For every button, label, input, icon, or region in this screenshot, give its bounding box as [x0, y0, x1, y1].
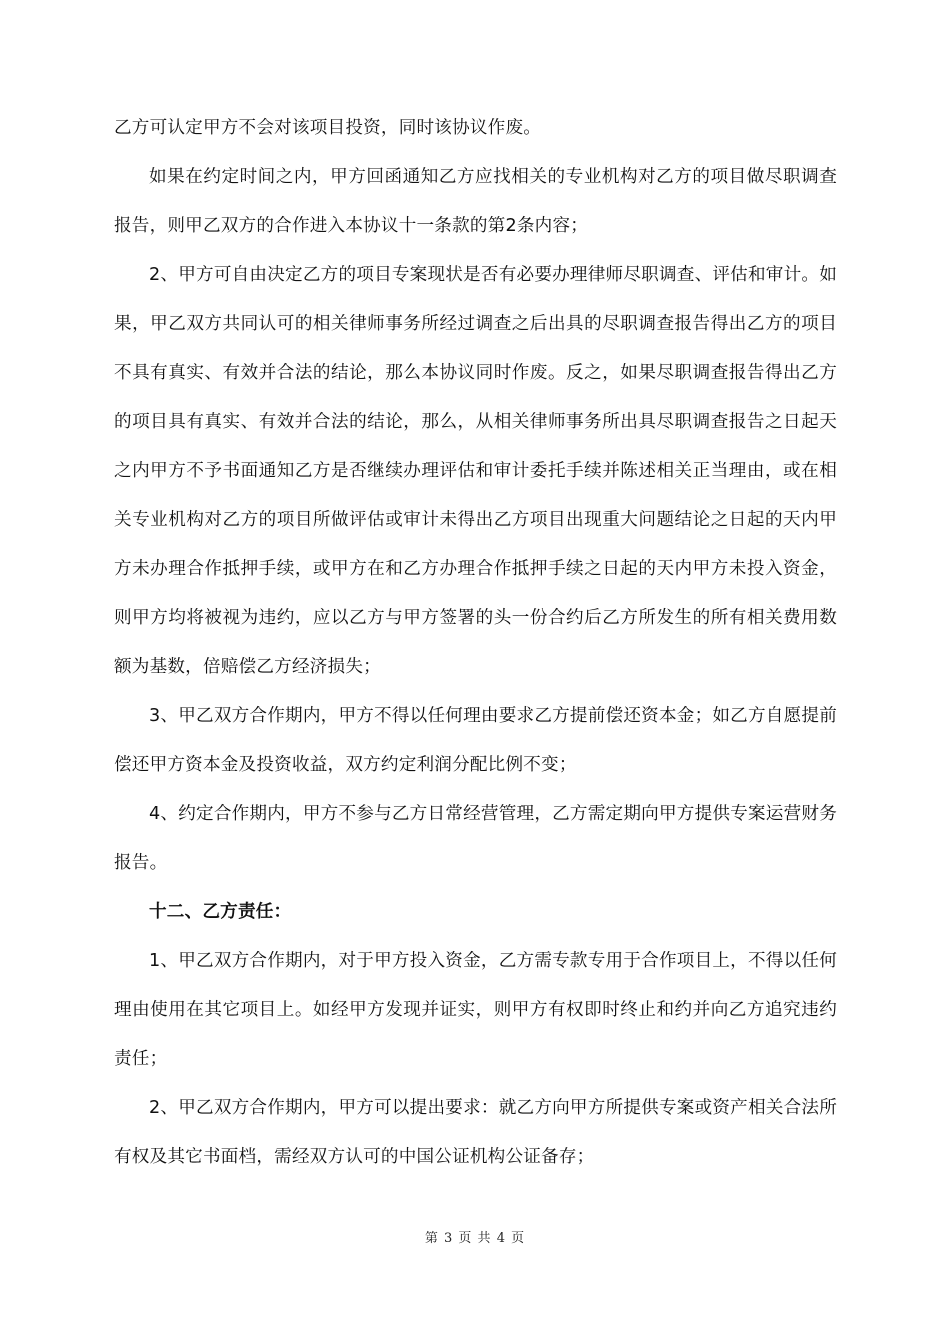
document-body [114, 104, 837, 1182]
paragraph-b-clause-1: 1、甲乙双方合作期内，对于甲方投入资金，乙方需专款专用于合作项目上，不得以任何理由使用在其它项目上。如经甲方发现并证实，则甲方有权即时终止和约并向乙方追究违约责任； [114, 951, 837, 1069]
paragraph-continuation: 乙方可认定甲方不会对该项目投资，同时该协议作废。 [114, 118, 542, 138]
paragraph-clause-3: 3、甲乙双方合作期内，甲方不得以任何理由要求乙方提前偿还资本金；如乙方自愿提前偿还甲方资本金及投资收益，双方约定利润分配比例不变； [114, 706, 837, 775]
paragraph-clause-2: 2、甲方可自由决定乙方的项目专案现状是否有必要办理律师尽职调查、评估和审计。如果，甲乙双方共同认可的相关律师事务所经过调查之后出具的尽职调查报告得出乙方的项目不具有真实、有效并合法的结论，那么本协议同时作废。反之，如果尽职调查报告得出乙方的项目具有真实、有效并合法的结论，那么，从相关律师事务所出具尽职调查报告之日起天之内甲方不予书面通知乙方是否继续办理评估和审计委托手续并陈述相关正当理由，或在相关专业机构对乙方的项目所做评估或审计未得出乙方项目出现重大问题结论之日起的天内甲方未办理合作抵押手续，或甲方在和乙方办理合作抵押手续之日起的天内甲方未投入资金，则甲方均将被视为违约，应以乙方与甲方签署的头一份合约后乙方所发生的所有相关费用数额为基数，倍赔偿乙方经济损失； [114, 265, 837, 677]
section-heading-party-b-responsibility: 十二、乙方责任： [149, 902, 292, 922]
paragraph-clause-4: 4、约定合作期内，甲方不参与乙方日常经营管理，乙方需定期向甲方提供专案运营财务报告。 [114, 804, 837, 873]
paragraph-b-clause-2: 2、甲乙双方合作期内，甲方可以提出要求：就乙方向甲方所提供专案或资产相关合法所有权及其它书面档，需经双方认可的中国公证机构公证备存； [114, 1098, 837, 1167]
paragraph-due-diligence-notice: 如果在约定时间之内，甲方回函通知乙方应找相关的专业机构对乙方的项目做尽职调查报告，则甲乙双方的合作进入本协议十一条款的第2条内容； [114, 167, 837, 236]
page-number-footer: 第 3 页 共 4 页 [424, 1231, 526, 1246]
